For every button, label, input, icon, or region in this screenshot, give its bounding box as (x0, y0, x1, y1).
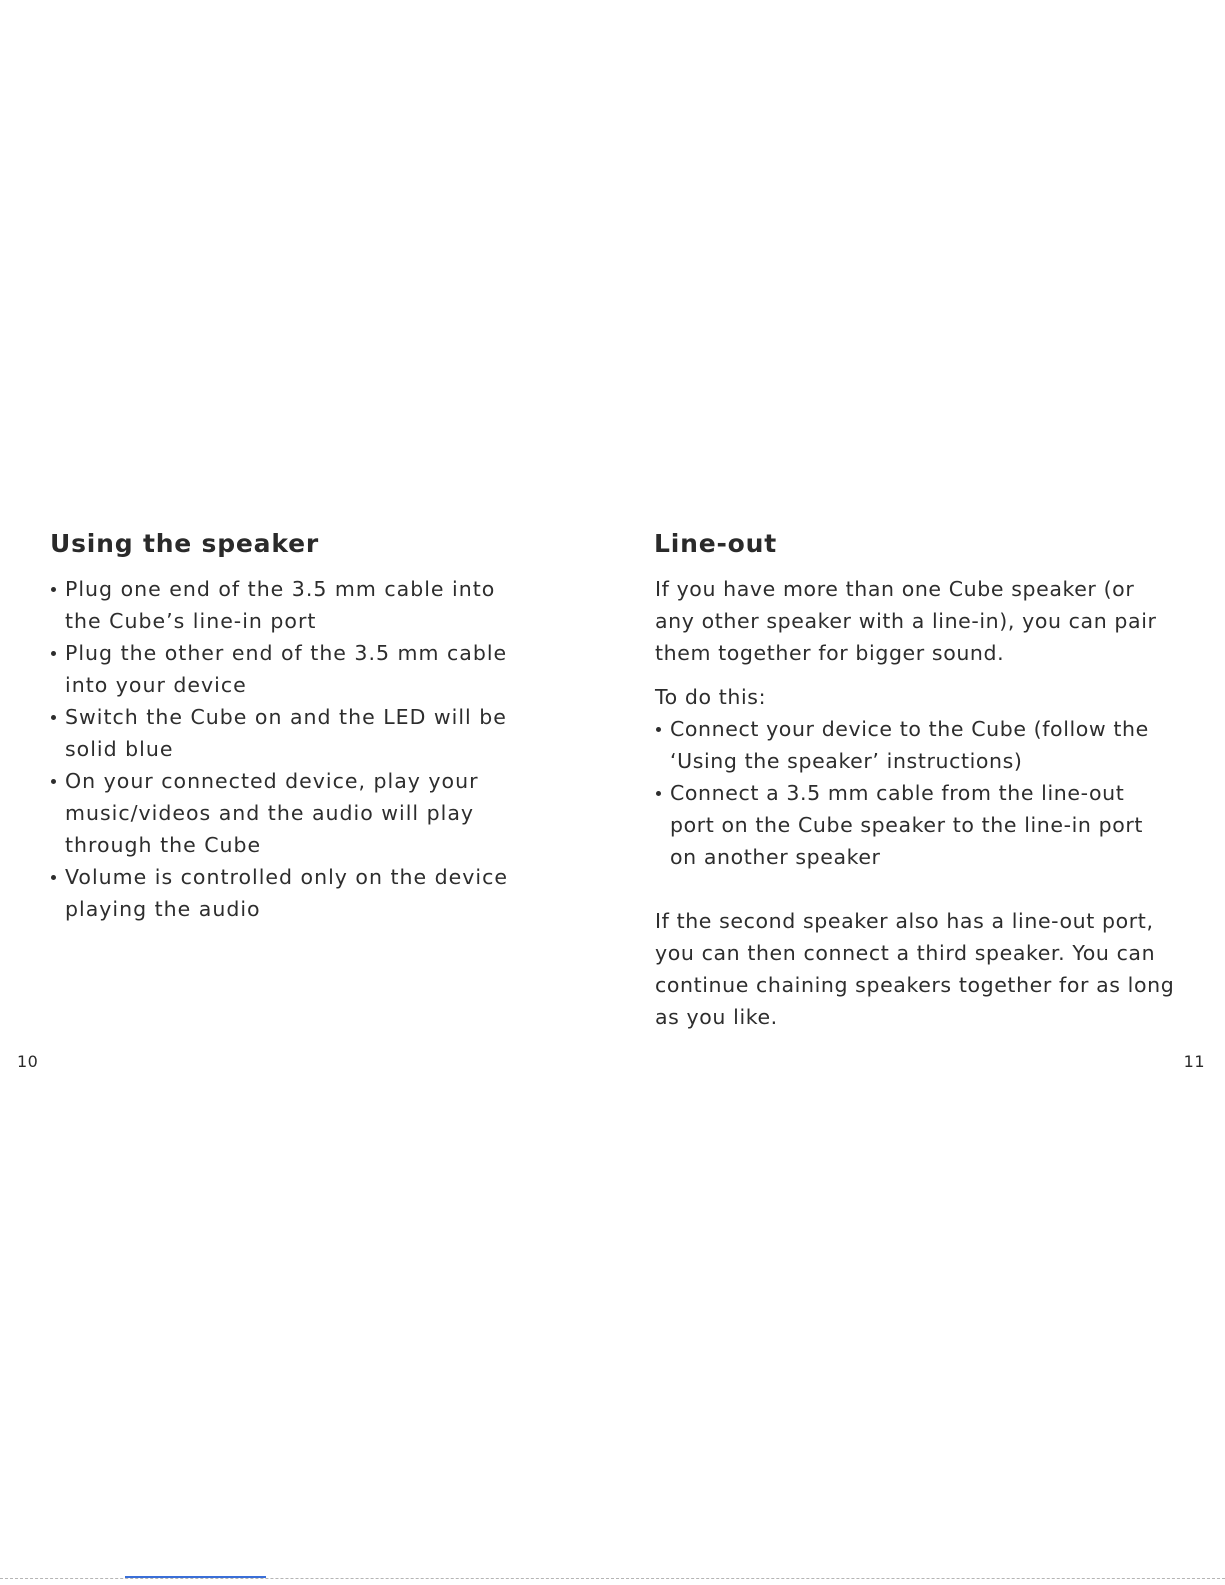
list-item: Volume is controlled only on the device playing the audio (50, 861, 510, 925)
list-item: Connect a 3.5 mm cable from the line-out port on the Cube speaker to the line-in port on another speaker (655, 777, 1175, 873)
using-the-speaker-steps-list (50, 573, 510, 925)
line-out-chaining-paragraph: If the second speaker also has a line-out port, you can then connect a third speaker. You can continue chaining speakers together for as long as you like. (655, 909, 1175, 1029)
list-item: Switch the Cube on and the LED will be solid blue (50, 701, 510, 765)
bottom-accent-line (125, 1576, 266, 1578)
list-item: On your connected device, play your music/videos and the audio will play through the Cube (50, 765, 510, 861)
list-item: Plug one end of the 3.5 mm cable into the Cube’s line-in port (50, 573, 510, 637)
to-do-this-label: To do this: (655, 685, 767, 709)
bottom-dashed-divider (0, 1578, 1225, 1579)
list-item: Connect your device to the Cube (follow the ‘Using the speaker’ instructions) (655, 713, 1175, 777)
page-number-right: 11 (1183, 1052, 1205, 1071)
line-out-intro-paragraph: If you have more than one Cube speaker (or any other speaker with a line-in), you can pair them together for bigger sound. (655, 577, 1157, 665)
section-heading-line-out: Line-out (654, 529, 777, 558)
list-item: Plug the other end of the 3.5 mm cable into your device (50, 637, 510, 701)
right-page (612, 0, 1225, 1585)
page-number-left: 10 (17, 1052, 39, 1071)
left-page (0, 0, 612, 1585)
section-heading-using-the-speaker: Using the speaker (50, 529, 319, 558)
line-out-steps-list (655, 713, 1175, 873)
